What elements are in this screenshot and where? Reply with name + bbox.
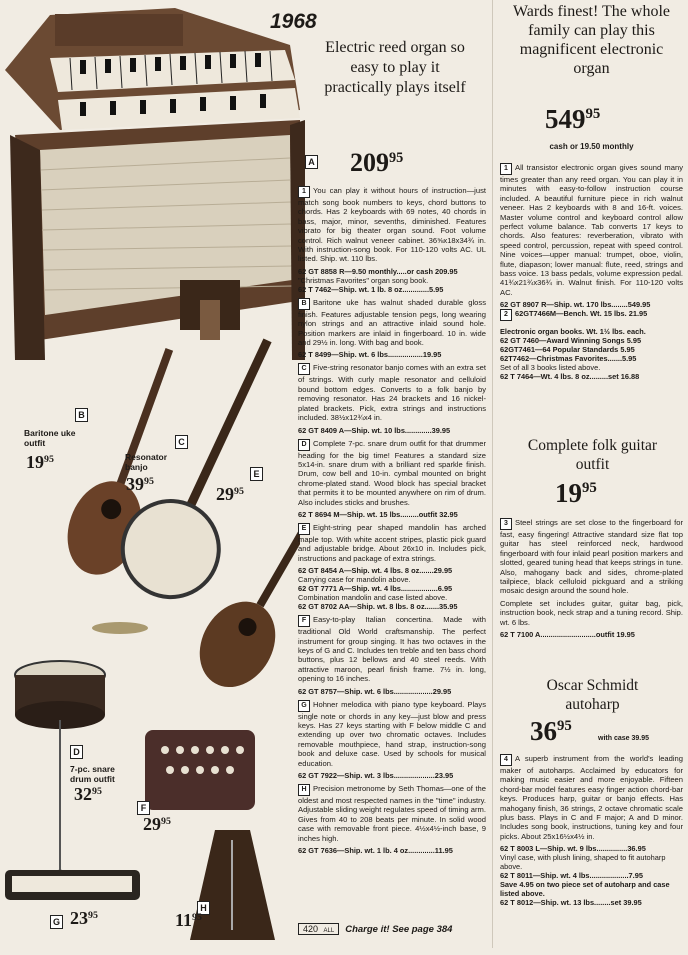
caption-e-cents: 95	[234, 486, 244, 497]
item-g-order: 62 GT 7922—Ship. wt. 3 lbs....................23.95	[298, 771, 454, 781]
caption-b-price	[26, 452, 54, 473]
item-g-tag: G	[298, 700, 310, 712]
item-g-text: Hohner melodica with piano type keyboard. Plays single note or chords in any key—just blow and press keys. Has 27 keys starting with F below middle C and extending up over two chromatic octaves. Includes removable mouthpiece, hand strap, instruction-song book and deluxe case. Used by schools for musical education.	[298, 699, 486, 768]
price-folk-cents: 95	[582, 480, 597, 496]
books-1: 62 GT 7460—Award Winning Songs 5.95	[500, 336, 642, 346]
price-wards	[545, 104, 600, 135]
item-h-desc	[298, 784, 486, 843]
books-2: 62GT7461—64 Popular Standards 5.95	[500, 345, 635, 355]
label-a-tag: A	[305, 155, 318, 169]
label-d-tag: D	[70, 745, 83, 759]
label-c	[175, 432, 188, 450]
price-autoharp-dollars: 36	[530, 716, 557, 746]
vinyl-order: 62 T 8011—Ship. wt. 4 lbs...................7.95	[500, 871, 643, 881]
item-3-tag: 3	[500, 518, 512, 530]
wards-headline: Wards finest! The whole family can play this magnificent electronic organ	[512, 3, 671, 77]
item-a-text: You can play it without hours of instruction—just match song book numbers to keys, chord buttons to chords. Has 2 keyboards with 69 notes, 40 chords in bass, major, minor, sevenths, diminished. Features vibrato for big theater organ sound. Foot volume control. Rich walnut veneer cabinet. 36⅝x18x34¾ in. With instruction-song book. For 110-120 volts AC. UL listed. Ship. wt. 110 lbs.	[298, 186, 486, 264]
item-f-order: 62 GT 8757—Ship. wt. 6 lbs...................29.95	[298, 686, 452, 696]
item-a-xmas: "Christmas Favorites" organ song book.	[298, 275, 429, 285]
caption-d-label: 7-pc. snare drum outfit	[70, 764, 115, 784]
caption-e-price	[216, 484, 244, 505]
instruments-illustration	[0, 310, 300, 950]
item-3-order: 62 T 7100 A...........................outfit 19.95	[500, 630, 635, 640]
price-a-cents: 95	[389, 150, 404, 166]
caption-c-label: Resonator banjo	[125, 452, 168, 472]
label-a	[305, 152, 318, 170]
caption-g-dollars: 23	[70, 908, 88, 928]
page-code: ALL	[323, 928, 335, 934]
item-d-tag: D	[298, 439, 310, 451]
column-divider	[492, 0, 493, 948]
item-4-text: A superb instrument from the world's leading maker of autoharps. Acclaimed by educators for making music easier and more enjoyable. Fifteen chord-bar model features easy finger action chord-bar keys. Produces harp, guitar or banjo effects. Has mahogany finish, 36 strings, 2 octave chromatic scale plus bass. Plays in C and F major; A and D minor. Includes song book, instructions, tuning key and four picks. About 25x16½x4½ in.	[500, 754, 683, 841]
caption-b-label: Baritone uke outfit	[24, 428, 76, 448]
organ-headline: Electric reed organ so easy to play it practically plays itself	[324, 39, 466, 96]
label-e-tag: E	[250, 467, 263, 481]
price-folk	[555, 478, 597, 509]
caption-c-price	[126, 474, 154, 495]
label-g-tag: G	[50, 915, 63, 929]
item-2-order: 62GT7466M—Bench. Wt. 15 lbs. 21.95	[515, 309, 648, 319]
label-d	[70, 742, 83, 760]
item-d-order: 62 T 8694 M—Ship. wt. 15 lbs.........outfit 32.95	[298, 509, 458, 519]
item-e-combo: Combination mandolin and case listed above.	[298, 593, 448, 603]
item-b-text: Baritone uke has walnut shaded durable gloss finish. Features adjustable tension pegs, long wearing nylon strings and an attractive inlaid sound hole. Position markers are inlaid in fingerboard. 10 in. wide and 29½ in. long. With bag and book.	[298, 297, 486, 348]
item-2-tag: 2	[500, 309, 512, 321]
caption-f-dollars: 29	[143, 814, 161, 834]
caption-d-dollars: 32	[74, 784, 92, 804]
caption-b-cents: 95	[44, 454, 54, 465]
autoharp-text	[500, 754, 683, 907]
item-3-desc	[500, 518, 683, 596]
wards-terms: cash or 19.50 monthly	[549, 142, 634, 151]
item-c-order: 62 GT 8409 A—Ship. wt. 10 lbs.............39.95	[298, 425, 451, 435]
price-autoharp-cents: 95	[557, 718, 572, 734]
caption-b-dollars: 19	[26, 452, 44, 472]
page-footer	[298, 920, 488, 938]
item-f-desc	[298, 615, 486, 683]
label-c-tag: C	[175, 435, 188, 449]
item-1-text: All transistor electronic organ gives sound many times greater than any reed organ. You can play it in minutes with easy-to-follow instruction course included. A beautiful furniture piece in rich walnut veneer. Has 2 keyboards with 8 and 16-ft. voices. Master volume control and keyboard control allow perfect volume balance. Tab converts 17 keys to chords. Also features: reverberation, vibrato with speed control, percussion, repeat with speed control. Nine voices—upper manual: trumpet, oboe, violin, flute, diapason; lower manual: flute, reed, strings and bass voice. 13 bass pedals, volume expression pedal. 41¾x21¾x36¾ in. Walnut finish. For 110-120 volts AC.	[500, 163, 683, 297]
item-g-desc	[298, 700, 486, 768]
caption-f-cents: 95	[161, 816, 171, 827]
item-a-order: 62 GT 8858 R—9.50 monthly.....or cash 209.95	[298, 266, 458, 276]
item-f-tag: F	[298, 615, 310, 627]
books-title: Electronic organ books. Wt. 1½ lbs. each.	[500, 327, 646, 337]
item-d-text: Complete 7-pc. snare drum outfit for that drummer heading for the big time! Features a standard size 5x14-in. snare drum with a brilliant red sparkle finish. Drum, cow bell and 10-in. cymbal mounted on bright chrome-plated stand. Wood block has special bracket that permits it to be mounted anywhere on rim of drum. Also includes sticks and brushes.	[298, 438, 486, 507]
price-a-dollars: 209	[350, 148, 389, 177]
label-g	[50, 912, 63, 930]
caption-e-dollars: 29	[216, 484, 234, 504]
label-e	[250, 464, 263, 482]
caption-h-cents: 95	[192, 912, 202, 923]
item-1-tag: 1	[500, 163, 512, 175]
books-set: Set of all 3 books listed above.	[500, 363, 601, 373]
item-a-desc	[298, 186, 486, 264]
year-label: 1968	[270, 10, 317, 33]
item-a-xmas-order: 62 T 7462—Ship. wt. 1 lb. 8 oz.............5.95	[298, 284, 444, 294]
price-a	[350, 148, 403, 178]
caption-g-price	[70, 908, 98, 929]
middle-column	[298, 186, 486, 855]
item-e-order: 62 GT 8454 A—Ship. wt. 4 lbs. 8 oz.......29.95	[298, 566, 453, 576]
item-e-case-order: 62 GT 7771 A—Ship. wt. 4 lbs..................6.95	[298, 584, 453, 594]
item-e-desc	[298, 523, 486, 563]
books-set-order: 62 T 7464—Wt. 4 lbs. 8 oz.........set 16.88	[500, 372, 640, 382]
price-wards-dollars: 549	[545, 104, 586, 134]
item-4-desc	[500, 754, 683, 841]
page-number-box	[298, 923, 339, 935]
item-b-tag: B	[298, 298, 310, 310]
item-f-text: Easy-to-play Italian concertina. Made with traditional Old World craftsmanship. The perfect instrument for group singing. It has two octaves in the keys of G and C. Includes ten treble and ten bass chord buttons, plus 12 bellows and 40 steel reeds. With attractive maroon, pearl finish frame. 7½ in. long, opening to 16 inches.	[298, 615, 486, 684]
caption-c-cents: 95	[144, 476, 154, 487]
item-4-tag: 4	[500, 754, 512, 766]
folk-headline: Complete folk guitar outfit	[527, 437, 658, 473]
autoharp-case-price: with case 39.95	[598, 735, 649, 742]
label-f-tag: F	[137, 801, 150, 815]
save-order: 62 T 8012—Ship. wt. 13 lbs........set 39.95	[500, 898, 642, 908]
item-e-combo-order: 62 GT 8702 AA—Ship. wt. 8 lbs. 8 oz.......35.95	[298, 602, 458, 612]
item-c-desc	[298, 363, 486, 422]
caption-c-dollars: 39	[126, 474, 144, 494]
price-wards-cents: 95	[585, 106, 601, 122]
item-h-tag: H	[298, 784, 310, 796]
charge-note: Charge it! See page 384	[345, 923, 453, 935]
caption-d-cents: 95	[92, 786, 102, 797]
label-h-tag: H	[197, 901, 210, 915]
item-e-tag: E	[298, 523, 310, 535]
item-c-tag: C	[298, 363, 310, 375]
caption-h-price	[175, 910, 202, 931]
item-h-text: Precision metronome by Seth Thomas—one of the oldest and most respected names in the "time" industry. Adjustable sliding weight regulates speed of timing arm. Gives from 40 to 208 beats per minute. In solid wood case with removable front piece. 4½x4½-inch base, 9 inches high.	[298, 784, 486, 843]
item-c-text: Five-string resonator banjo comes with an extra set of strings. With curly maple resonator and celluloid bound bottom edges. Converts to a folk banjo by removing resonator. Has 24 brackets and 16 nickel-plated brackets. Pick, extra strings and instructions included. 38½x12¾x4 in.	[298, 363, 486, 423]
label-b-tag: B	[75, 408, 88, 422]
right-column	[500, 163, 683, 381]
item-h-order: 62 GT 7636—Ship. wt. 1 lb. 4 oz.............11.95	[298, 846, 453, 856]
label-b	[75, 405, 88, 423]
price-autoharp	[530, 716, 572, 747]
item-1-desc	[500, 163, 683, 297]
item-4-order: 62 T 8003 L—Ship. wt. 9 lbs...............36.95	[500, 844, 646, 854]
item-d-desc	[298, 439, 486, 507]
caption-f-price	[143, 814, 171, 835]
item-3-text: Steel strings are set close to the fingerboard for fast, easy fingering! Attractive standard size flat top guitar has steel reinforced neck, hardwood fingerboard with four inlaid pearl position markers and slotted, geared tuning head that keeps strings in tune. Also, mahogany back and sides, chrome-plated tailpiece, black celluloid pickguard and a striking mosaic design around the sound hole.	[500, 518, 683, 596]
item-e-case: Carrying case for mandolin above.	[298, 575, 411, 585]
item-2-line	[500, 309, 683, 321]
caption-d-price	[74, 784, 102, 805]
books-3: 62T7462—Christmas Favorites.......5.95	[500, 354, 637, 364]
page-number: 420	[303, 924, 319, 934]
item-1-order: 62 GT 8907 R—Ship. wt. 170 lbs........549.95	[500, 300, 651, 310]
item-b-desc	[298, 298, 486, 348]
item-b-order: 62 T 8499—Ship. wt. 6 lbs.................19.95	[298, 350, 442, 360]
autoharp-headline: Oscar Schmidt autoharp	[546, 677, 639, 713]
caption-h-dollars: 11	[175, 910, 193, 930]
price-folk-dollars: 19	[555, 478, 582, 508]
folk-text	[500, 518, 683, 639]
item-a-tag: 1	[298, 186, 310, 198]
item-e-text: Eight-string pear shaped mandolin has arched maple top. With white accent stripes, plastic pick guard and adjustable bridge. About 26x10 in. Includes pick, instructions and package of extra strings.	[298, 522, 486, 563]
item-3-set: Complete set includes guitar, guitar bag, pick, instruction book, neck strap and a tuning record. Ship. wt. 6 lbs.	[500, 598, 683, 627]
vinyl-case: Vinyl case, with plush lining, shaped to fit autoharp above.	[500, 853, 666, 872]
save-note: Save 4.95 on two piece set of autoharp and case listed above.	[500, 880, 670, 899]
caption-g-cents: 95	[88, 910, 98, 921]
